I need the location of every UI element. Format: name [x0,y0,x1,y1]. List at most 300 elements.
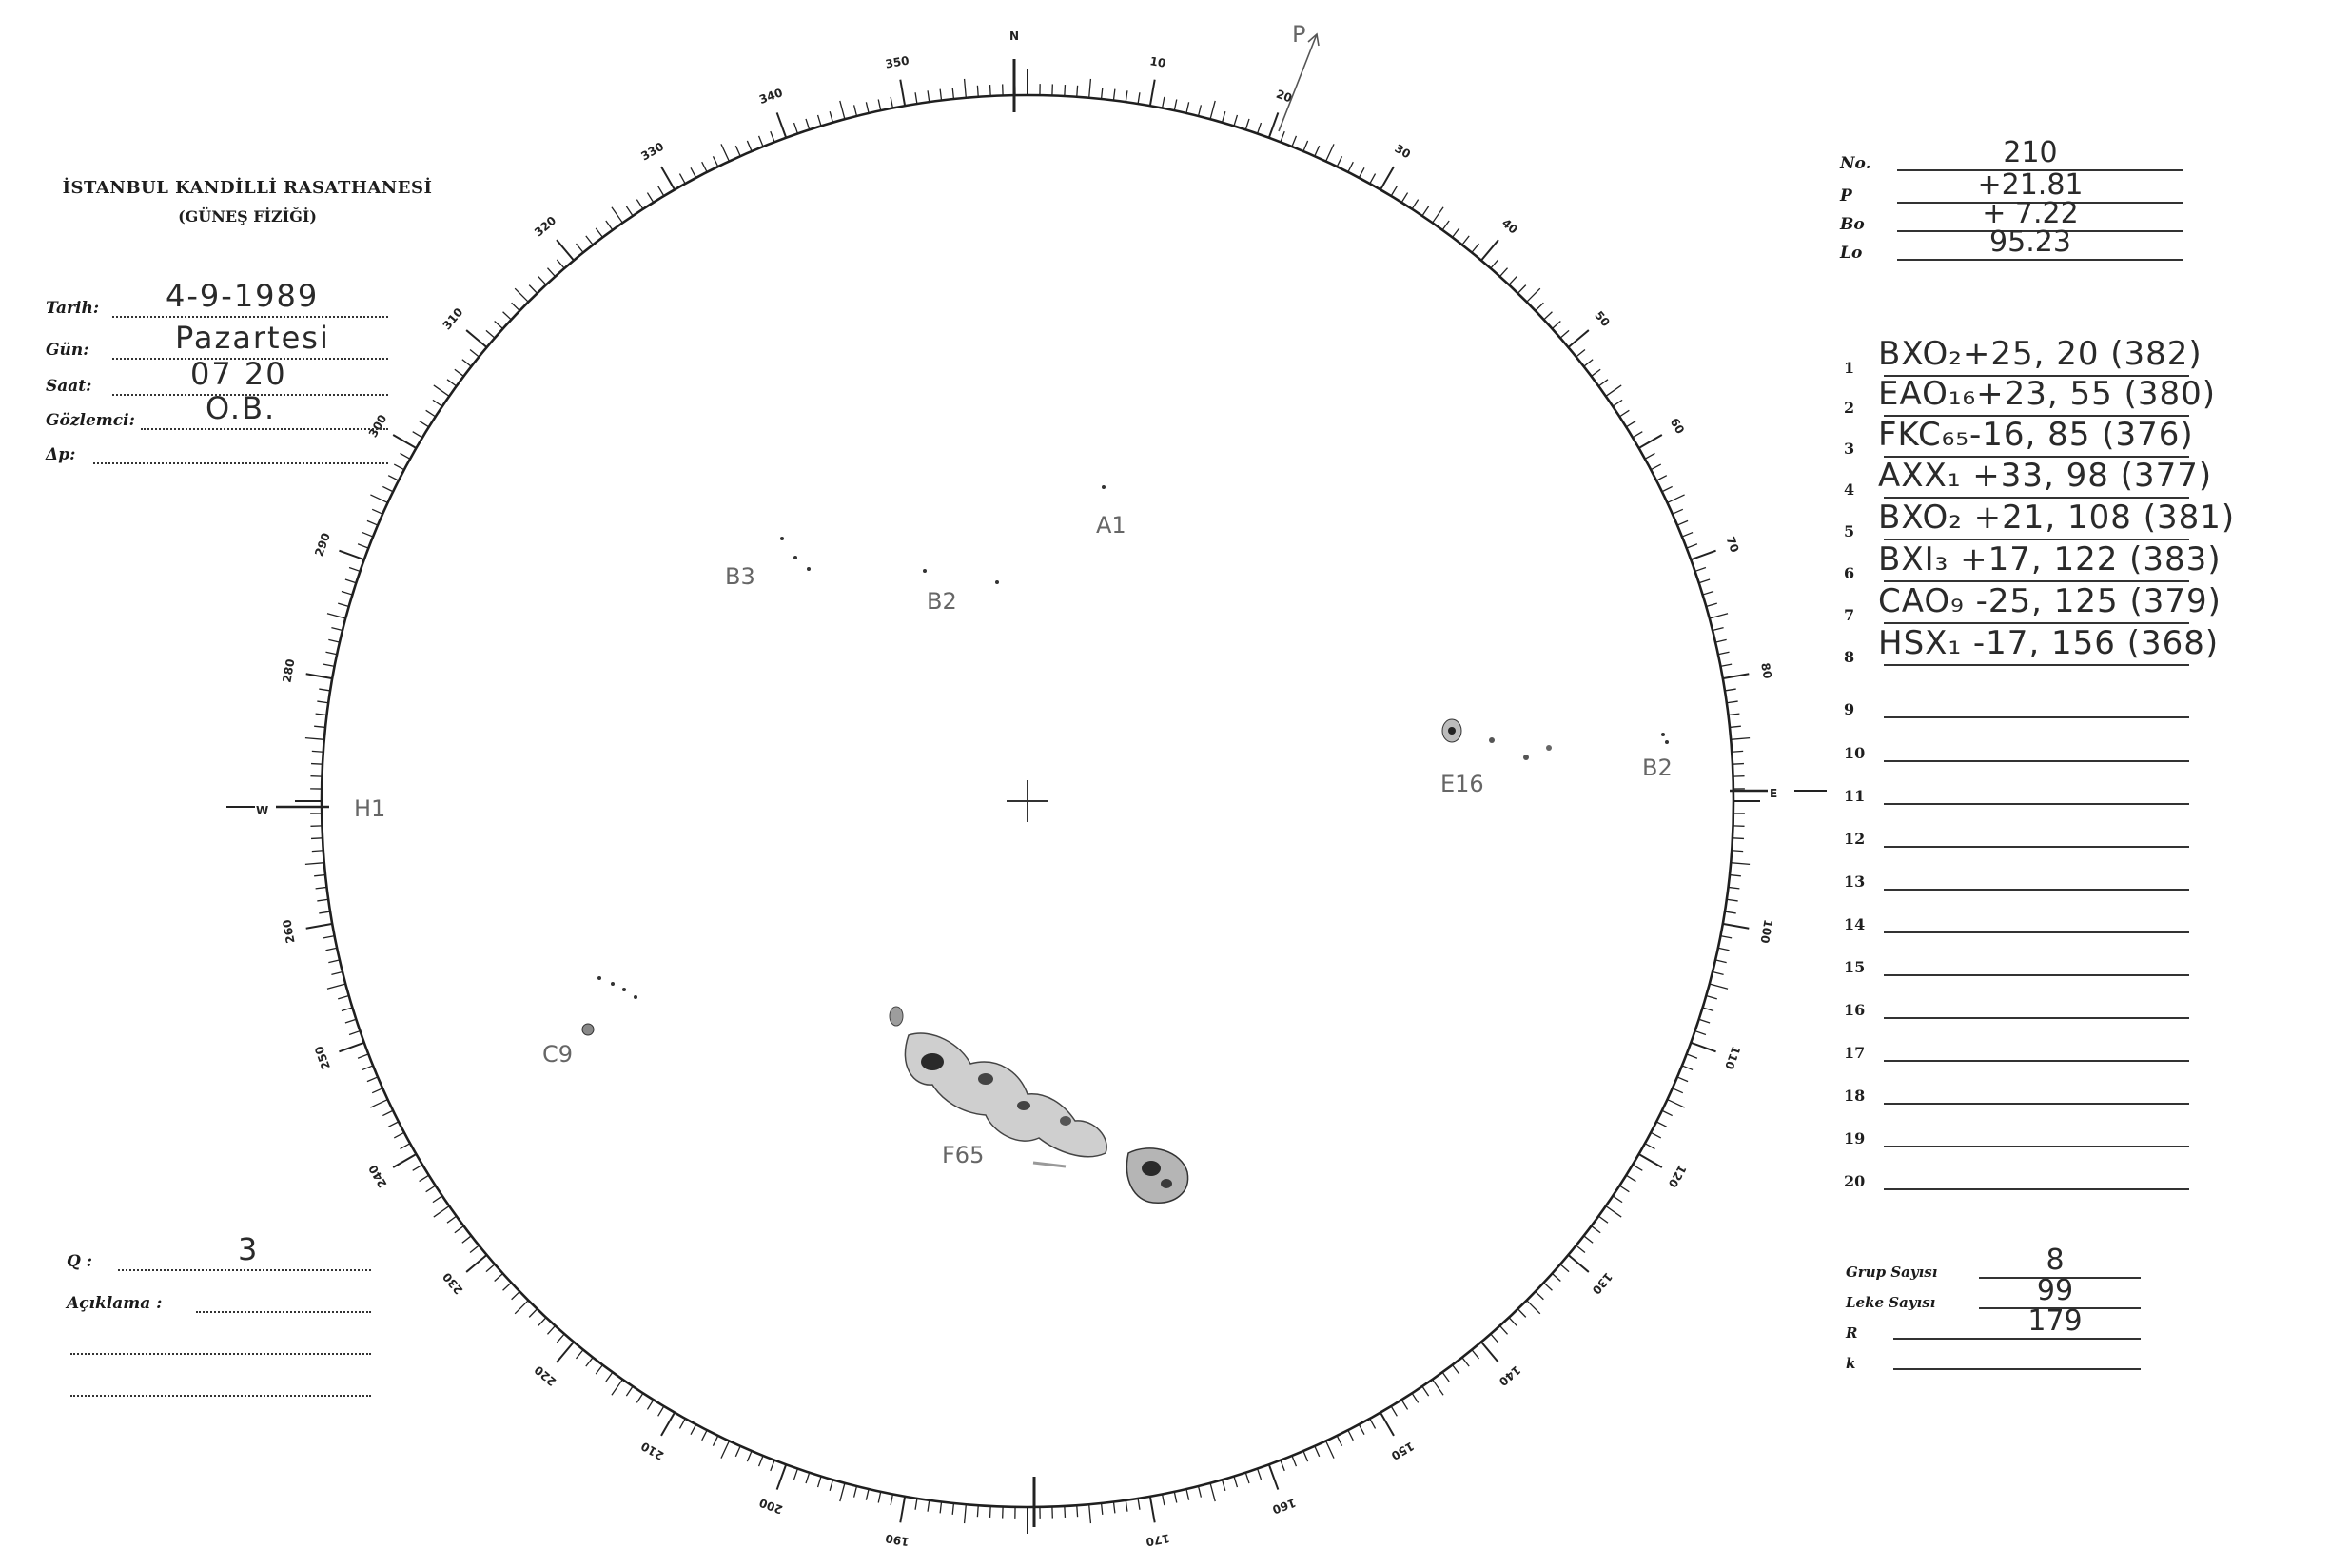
group-number: 1 [1844,359,1855,377]
degree-tick [612,207,622,223]
degree-tick [401,453,410,459]
degree-tick [312,751,323,752]
degree-tick [854,1486,857,1498]
param-lo[interactable] [1840,225,2202,263]
degree-tick [702,1430,707,1441]
degree-tick [1667,495,1684,502]
degree-label: 250 [312,1044,333,1071]
group-number: 2 [1844,399,1855,417]
degree-tick [735,146,740,156]
degree-tick [1592,369,1601,376]
degree-tick [339,551,363,560]
degree-tick [636,1393,643,1402]
degree-label: 140 [1496,1362,1523,1389]
degree-tick [1281,1460,1284,1471]
degree-tick [735,1446,740,1457]
group-row[interactable] [1844,499,2236,542]
degree-tick [328,960,340,963]
degree-tick [1089,1504,1091,1523]
group-number: 18 [1844,1087,1866,1105]
group-line [1884,1060,2189,1062]
degree-tick [1422,1386,1429,1396]
degree-tick [990,1506,991,1518]
remark-line [196,1311,371,1313]
degree-tick [317,899,328,901]
remark-line-3[interactable] [67,1370,371,1399]
remark-line-3-rule [70,1395,371,1397]
group-row[interactable] [1844,854,2205,892]
param-p-label: P [1840,186,1852,206]
param-bo-value: + 7.22 [1982,197,2079,230]
degree-tick [433,400,442,406]
degree-label: 10 [1148,54,1167,70]
param-lo-line [1897,259,2183,261]
degree-tick [557,1342,574,1362]
group-number: 17 [1844,1044,1866,1062]
sunspot-group-label: A1 [1096,512,1126,539]
degree-tick [900,1497,905,1523]
degree-tick [1186,102,1189,113]
group-number: 12 [1844,830,1866,848]
group-number: 5 [1844,522,1855,540]
degree-tick [331,972,343,975]
degree-tick [462,360,471,366]
degree-tick [1245,119,1249,129]
degree-label: 340 [757,86,785,107]
degree-tick [311,764,323,765]
degree-tick [1713,972,1724,975]
degree-tick [503,312,512,320]
degree-tick [1728,887,1739,888]
degree-tick [1401,1400,1407,1409]
degree-tick [312,851,323,852]
degree-tick [486,330,495,338]
degree-tick [388,1122,399,1127]
degree-tick [1481,1342,1498,1362]
degree-label: 240 [365,1162,390,1190]
degree-tick [1619,410,1629,417]
group-row[interactable] [1844,940,2205,978]
r-value-value: 179 [2027,1304,2083,1338]
degree-tick [311,838,323,839]
degree-tick [557,240,574,260]
time-label: Saat: [46,377,92,396]
degree-tick [1303,141,1308,151]
degree-tick [515,288,528,302]
degree-tick [658,186,664,196]
time-field[interactable] [46,356,350,398]
group-number: 3 [1844,440,1855,458]
group-row[interactable] [1844,682,2205,720]
degree-label: 40 [1498,216,1520,237]
degree-tick [612,1380,622,1395]
sunspot-group-label: F65 [942,1142,985,1168]
sunspot-group-label: B3 [725,563,755,590]
degree-tick [394,464,404,470]
group-row[interactable] [1844,897,2205,935]
group-line [1884,760,2189,762]
degree-tick [1626,1175,1635,1181]
degree-tick [1315,1446,1320,1457]
degree-tick [547,1325,555,1334]
degree-tick [394,1132,404,1138]
degree-tick [1412,1393,1419,1402]
remark-field[interactable] [67,1286,371,1315]
degree-tick [1598,380,1608,386]
degree-tick [1269,1464,1279,1489]
degree-label: 230 [440,1269,466,1297]
r-value-label: R [1846,1324,1858,1342]
group-line [1884,889,2189,891]
degree-tick [1199,1486,1202,1498]
group-row[interactable] [1844,457,2213,500]
k-value-line [1893,1368,2141,1370]
group-entry: AXX₁ +33, 98 (377) [1878,457,2213,495]
degree-tick [1560,1264,1569,1272]
degree-tick [455,1226,464,1233]
degree-tick [372,509,382,514]
degree-tick [1703,592,1713,596]
degree-tick [661,1413,675,1436]
degree-tick [470,1245,479,1253]
degree-tick [721,144,729,161]
degree-tick [691,1424,696,1435]
degree-label: 260 [280,918,298,945]
degree-tick [1401,193,1407,203]
observer-field[interactable] [46,390,350,432]
degree-tick [1691,551,1715,560]
degree-tick [1174,99,1176,110]
degree-tick [806,119,810,129]
date-value: 4-9-1989 [166,278,320,314]
remark-line-2[interactable] [67,1328,371,1357]
degree-tick [1517,285,1525,294]
observatory-name: İSTANBUL KANDİLLİ RASATHANESİ [62,178,433,198]
sunspot-group-label: E16 [1440,771,1484,797]
degree-label: 220 [532,1362,559,1389]
degree-tick [1662,486,1673,491]
degree-tick [1691,1043,1715,1052]
degree-tick [325,652,337,654]
degree-tick [538,1318,546,1326]
degree-tick [1326,144,1334,161]
param-lo-value: 95.23 [1989,225,2071,259]
degree-tick [1576,1245,1585,1253]
degree-tick [1102,88,1103,99]
degree-tick [1113,1501,1114,1513]
degree-tick [1065,85,1066,96]
group-entry: FKC₆₅-16, 85 (376) [1878,416,2194,454]
degree-tick [1126,1500,1127,1512]
degree-tick [1682,1066,1693,1069]
degree-tick [1517,1309,1525,1318]
degree-tick [1453,1365,1459,1375]
degree-tick [319,689,330,691]
sunspot-group-label: H1 [354,795,386,822]
time-value: 07 20 [190,356,287,392]
degree-tick [323,664,335,666]
degree-tick [1613,400,1622,406]
degree-tick [1527,1301,1540,1314]
delta-p-field[interactable] [46,438,350,466]
degree-tick [342,592,352,596]
degree-tick [596,228,602,238]
degree-tick [854,105,857,116]
degree-label: 110 [1722,1044,1743,1071]
group-number: 20 [1844,1172,1866,1190]
degree-tick [1731,738,1750,740]
degree-tick [1163,1494,1165,1505]
degree-tick [866,102,869,113]
group-number: 16 [1844,1001,1866,1019]
degree-tick [455,369,464,376]
degree-tick [891,1494,892,1505]
degree-tick [1481,240,1498,260]
degree-tick [626,206,633,216]
degree-tick [679,1419,685,1428]
degree-tick [1732,751,1743,752]
degree-tick [1199,105,1202,116]
degree-tick [1536,1291,1544,1299]
degree-tick [433,1196,442,1203]
degree-tick [647,1400,653,1409]
spot-count-label: Leke Sayısı [1846,1294,1936,1311]
degree-tick [1715,639,1727,642]
group-number: 7 [1844,606,1855,624]
degree-tick [420,1175,429,1181]
degree-tick [1315,146,1320,156]
degree-tick [1651,1132,1661,1138]
degree-tick [306,674,333,678]
degree-tick [1234,1477,1238,1487]
degree-tick [1713,628,1724,631]
degree-tick [1186,1489,1189,1500]
degree-tick [1223,111,1225,123]
degree-tick [503,1283,512,1290]
degree-tick [952,88,953,99]
group-entry: CAO₉ -25, 125 (379) [1878,582,2222,620]
degree-tick [1102,1503,1103,1515]
degree-tick [1718,652,1730,654]
degree-tick [1732,851,1743,852]
degree-label: 310 [440,305,466,333]
group-row[interactable] [1844,1154,2205,1192]
degree-tick [1453,228,1459,238]
degree-tick [1656,476,1667,480]
group-number: 19 [1844,1129,1866,1147]
degree-tick [1462,1358,1469,1366]
degree-tick [447,1216,457,1223]
degree-tick [771,1460,774,1471]
north-label: N [1009,29,1020,43]
degree-tick [576,1350,583,1359]
sunspot-group-e16 [1442,719,1552,760]
degree-tick [1113,89,1114,101]
degree-tick [915,1499,917,1510]
degree-tick [647,193,653,203]
degree-tick [401,1144,410,1149]
degree-tick [1258,123,1262,133]
group-row[interactable] [1844,335,2205,379]
degree-tick [1723,924,1750,929]
group-line [1884,974,2189,976]
degree-tick [314,875,325,876]
r-value-line [1893,1338,2141,1340]
degree-tick [1245,1473,1249,1483]
degree-label: 80 [1758,661,1774,680]
degree-tick [1234,115,1238,126]
degree-tick [1370,1419,1376,1428]
degree-tick [342,1008,352,1011]
small-spots [780,485,1669,744]
degree-tick [314,726,325,727]
group-line [1884,1017,2189,1019]
degree-tick [1662,1110,1673,1115]
degree-tick [1433,207,1443,223]
group-row[interactable] [1844,1068,2205,1107]
group-row[interactable] [1844,1026,2205,1064]
degree-tick [1682,533,1693,537]
degree-tick [759,136,763,147]
degree-tick [771,131,774,142]
degree-tick [679,174,685,184]
degree-tick [952,1503,953,1515]
group-row[interactable] [1844,983,2205,1021]
degree-tick [1733,764,1744,765]
degree-tick [1568,1255,1588,1272]
degree-tick [794,123,798,133]
group-number: 6 [1844,564,1855,582]
degree-tick [393,1154,416,1167]
group-entry: BXO₂+25, 20 (382) [1878,335,2203,373]
group-number: 15 [1844,958,1866,976]
degree-tick [1089,79,1091,98]
quality-value: 3 [238,1231,260,1267]
group-number: 10 [1844,744,1866,762]
group-row[interactable] [1844,1111,2205,1149]
degree-tick [596,1365,602,1375]
date-label: Tarih: [46,299,100,318]
degree-tick [1509,277,1517,285]
degree-label: 200 [757,1496,785,1517]
degree-tick [1645,1144,1654,1149]
degree-tick [349,568,360,572]
degree-tick [512,1291,520,1299]
degree-tick [721,1441,729,1458]
degree-tick [466,330,486,347]
observer-line [141,428,388,430]
degree-tick [606,1372,613,1382]
degree-tick [345,579,356,583]
degree-tick [1720,936,1732,938]
degree-label: 210 [638,1439,667,1463]
degree-tick [891,97,892,108]
degree-tick [1576,349,1585,357]
degree-tick [1710,614,1728,618]
degree-tick [1731,863,1750,865]
degree-tick [1651,464,1661,470]
degree-tick [338,603,349,606]
sunspot-group-c9 [582,976,637,1035]
degree-tick [661,167,675,189]
degree-tick [965,79,967,98]
degree-tick [747,1451,752,1461]
degree-tick [358,544,368,548]
group-row[interactable] [1844,582,2222,626]
r-value-field[interactable] [1846,1304,2160,1342]
degree-tick [1391,1406,1397,1416]
degree-tick [691,167,696,178]
degree-tick [777,112,787,137]
degree-label: 30 [1392,141,1413,162]
degree-tick [1560,330,1569,338]
date-field[interactable] [46,278,350,320]
degree-tick [1442,1372,1449,1382]
degree-tick [1499,1325,1507,1334]
degree-tick [1725,689,1736,691]
degree-tick [1715,960,1727,963]
degree-tick [840,101,845,119]
degree-tick [306,924,333,929]
degree-tick [323,936,335,938]
p-angle-indicator [1279,21,1319,131]
degree-tick [1303,1451,1308,1461]
degree-tick [339,1043,363,1052]
degree-tick [990,85,991,96]
degree-tick [1699,579,1710,583]
degree-tick [1163,97,1165,108]
group-row[interactable] [1844,624,2220,668]
quality-field[interactable] [67,1231,371,1273]
group-row[interactable] [1844,812,2205,850]
param-lo-label: Lo [1840,244,1863,263]
degree-tick [1673,1088,1683,1093]
group-row[interactable] [1844,726,2205,764]
group-entry: BXO₂ +21, 108 (381) [1878,499,2236,537]
delta-p-label: Δp: [46,445,76,464]
group-count-value: 8 [2046,1244,2065,1277]
sunspot-group-label: C9 [542,1041,574,1068]
degree-tick [317,701,328,703]
degree-tick [1584,360,1593,366]
degree-tick [462,1236,471,1243]
group-row[interactable] [1844,540,2222,584]
degree-tick [1633,1165,1642,1170]
degree-tick [1269,112,1279,137]
degree-tick [977,86,978,97]
degree-tick [830,1480,832,1491]
degree-tick [362,1066,373,1069]
north-marker [1009,29,1019,112]
group-entry: EAO₁₆+23, 55 (380) [1878,375,2217,413]
degree-tick [713,1436,717,1446]
degree-tick [1292,136,1296,147]
group-row[interactable] [1844,769,2205,807]
group-row[interactable] [1844,416,2205,460]
degree-tick [965,1504,967,1523]
degree-tick [338,996,349,999]
k-value-label: k [1846,1355,1856,1372]
sunspot-group-label: B2 [1642,755,1673,781]
k-value-field[interactable] [1846,1345,2160,1372]
degree-tick [1725,911,1736,913]
degree-tick [1281,131,1284,142]
degree-tick [1462,236,1469,245]
group-entry: HSX₁ -17, 156 (368) [1878,624,2220,662]
group-row[interactable] [1844,375,2217,419]
spot-count-value: 99 [2036,1274,2074,1307]
degree-tick [328,639,340,642]
